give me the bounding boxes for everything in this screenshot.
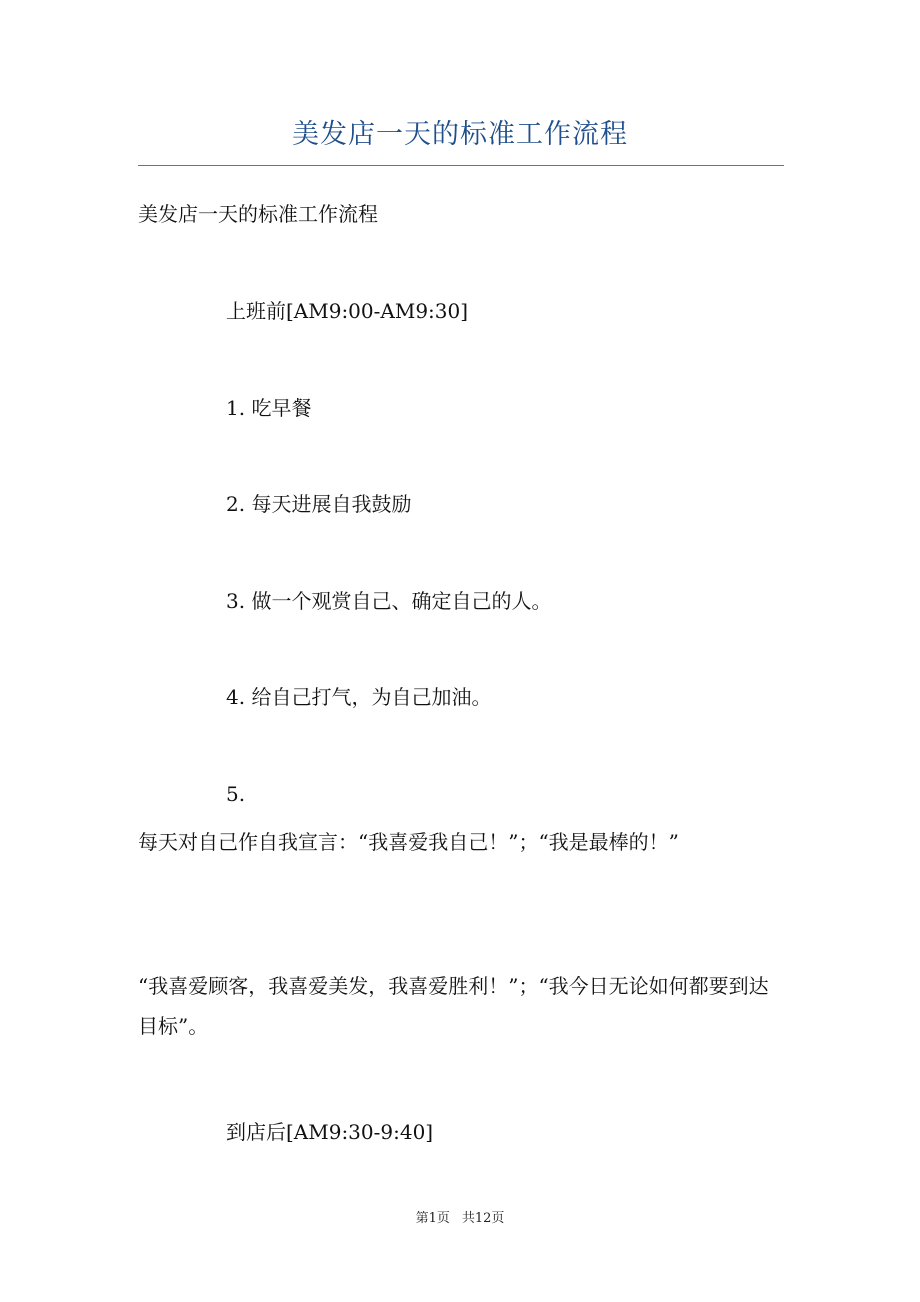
- page-total: 共12页: [461, 1211, 505, 1226]
- list-item-5-number: 5.: [226, 782, 246, 806]
- list-item-1: 1. 吃早餐: [226, 396, 312, 420]
- list-item-3: 3. 做一个观赏自己、确定自己的人。: [226, 589, 552, 613]
- list-item-4: 4. 给自己打气，为自己加油。: [226, 685, 492, 709]
- intro-line: 美发店一天的标准工作流程: [138, 202, 378, 226]
- page-title: 美发店一天的标准工作流程: [292, 119, 628, 150]
- list-item-2: 2. 每天进展自我鼓励: [226, 492, 412, 516]
- declaration-paragraph: “我喜爱顾客，我喜爱美发，我喜爱胜利！”；“我今日无论如何都要到达目标”。: [138, 974, 769, 1038]
- page-number: 第1页: [415, 1211, 450, 1226]
- section-heading-after-arrival: 到店后[AM9:30-9:40]: [226, 1120, 434, 1144]
- page-footer: [0, 1207, 920, 1226]
- self-declaration-line: 每天对自己作自我宣言：“我喜爱我自己！”；“我是最棒的！”: [138, 830, 679, 854]
- section-heading-before-work: 上班前[AM9:00-AM9:30]: [226, 299, 469, 323]
- title-underline: [138, 165, 784, 166]
